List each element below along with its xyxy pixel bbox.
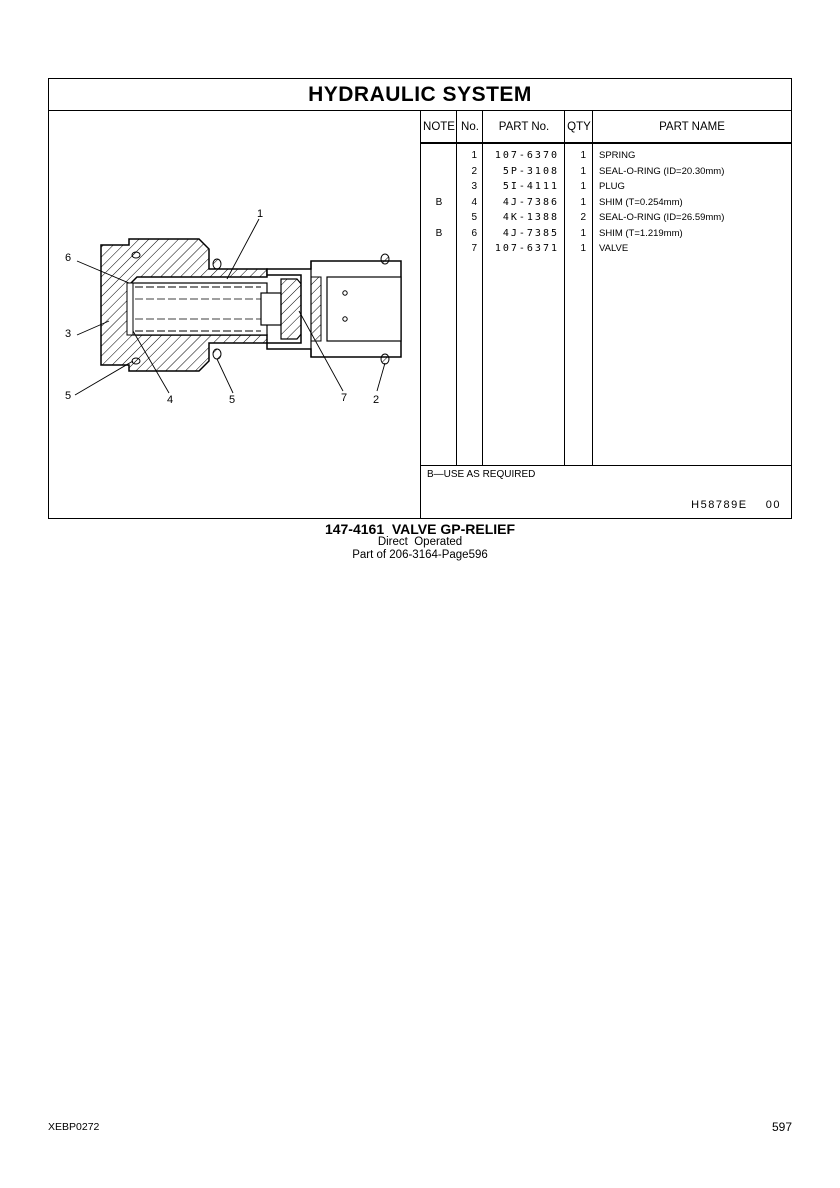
- page-number: 597: [771, 1120, 792, 1134]
- parts-table: [421, 111, 791, 518]
- doc-code: XEBP0272: [48, 1121, 100, 1133]
- col-header-note: NOTE: [421, 111, 457, 143]
- group-caption: 147-4161 VALVE GP-RELIEF: [324, 521, 516, 537]
- group-subcaption: Direct Operated: [377, 536, 463, 548]
- callout-7: 7: [341, 392, 348, 404]
- callout-5-right: 5: [229, 394, 236, 406]
- table-footnote: B—USE AS REQUIRED: [427, 469, 536, 480]
- table-row: 2 5P-3108 1 SEAL-O-RING (ID=20.30mm): [471, 165, 725, 177]
- callout-1: 1: [257, 208, 264, 220]
- table-row: B 6 4J-7385 1 SHIM (T=1.219mm): [435, 227, 683, 239]
- callout-4: 4: [167, 394, 174, 406]
- col-header-no: No.: [457, 111, 483, 143]
- callout-2: 2: [373, 394, 380, 406]
- page-title: HYDRAULIC SYSTEM: [49, 79, 791, 111]
- table-row: 1 107-6370 1 SPRING: [471, 150, 636, 161]
- col-header-part-name: PART NAME: [593, 111, 791, 143]
- valve-cross-section-drawing: [49, 111, 421, 518]
- parts-frame: [48, 78, 792, 519]
- callout-6: 6: [65, 252, 72, 264]
- table-row: 3 5I-4111 1 PLUG: [471, 181, 625, 192]
- col-header-part-no: PART No.: [483, 111, 565, 143]
- table-row: 7 107-6371 1 VALVE: [471, 243, 629, 254]
- table-row: B 4 4J-7386 1 SHIM (T=0.254mm): [435, 196, 683, 208]
- callout-3: 3: [65, 328, 72, 340]
- table-row: 5 4K-1388 2 SEAL-O-RING (ID=26.59mm): [471, 212, 725, 223]
- callout-5-left: 5: [65, 390, 72, 402]
- cross-section-svg: [49, 111, 419, 516]
- col-header-qty: QTY: [565, 111, 593, 143]
- group-parent-ref: Part of 206-3164-Page596: [352, 549, 488, 561]
- reference-number: H58789E 00: [691, 499, 781, 511]
